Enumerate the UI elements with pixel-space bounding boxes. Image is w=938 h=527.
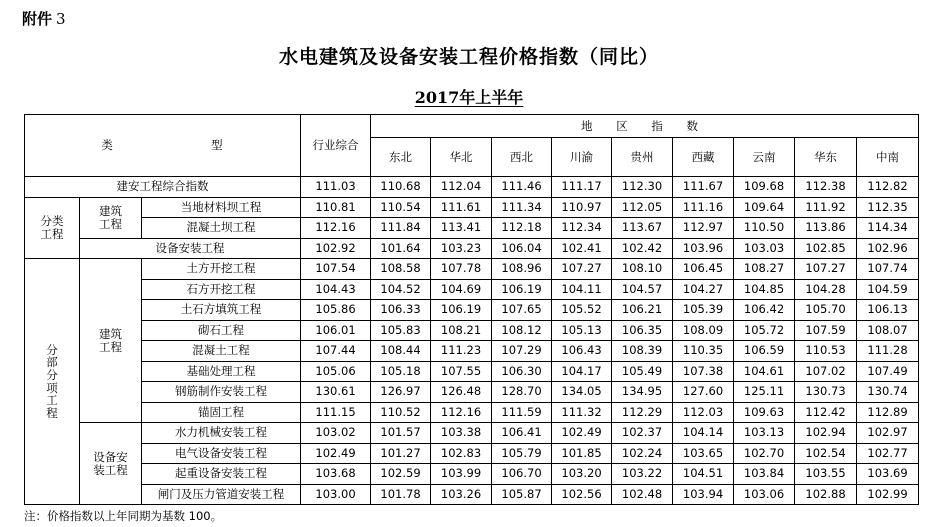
region-value: 104.51 [673,464,734,485]
table-row [25,382,919,403]
type-header [25,115,301,177]
table-row [25,464,919,485]
region-value: 104.85 [734,279,795,300]
region-value: 109.64 [734,197,795,218]
industry-value: 107.44 [301,341,371,362]
region-value: 106.30 [492,361,552,382]
region-value: 127.60 [673,382,734,403]
region-value: 108.10 [612,259,673,280]
region-value: 111.67 [673,177,734,198]
region-value: 110.97 [552,197,612,218]
industry-value: 105.06 [301,361,371,382]
industry-value: 103.02 [301,423,371,444]
subtitle-text: 2017年上半年 [414,88,524,107]
table-row [25,238,919,259]
region-value: 107.78 [431,259,492,280]
region-value: 113.41 [431,218,492,239]
region-value: 130.73 [795,382,857,403]
region-value: 111.28 [857,341,919,362]
region-value: 111.17 [552,177,612,198]
region-value: 102.96 [857,238,919,259]
group-label: 分 部 分 项 工 程 [25,259,80,505]
region-value: 103.26 [431,484,492,505]
region-value: 112.34 [552,218,612,239]
region-value: 103.38 [431,423,492,444]
region-value: 107.27 [795,259,857,280]
industry-header: 行业综合 [301,115,371,177]
region-value: 105.49 [612,361,673,382]
region-value: 103.84 [734,464,795,485]
region-value: 107.65 [492,300,552,321]
region-value: 103.94 [673,484,734,505]
industry-value: 105.86 [301,300,371,321]
region-value: 112.30 [612,177,673,198]
region-value: 102.83 [431,443,492,464]
group-label: 建筑 工程 [80,197,142,238]
region-value: 102.41 [552,238,612,259]
item-name: 闸门及压力管道安装工程 [142,484,301,505]
industry-value: 102.49 [301,443,371,464]
region-value: 106.70 [492,464,552,485]
region-value: 107.59 [795,320,857,341]
region-value: 102.99 [857,484,919,505]
region-value: 101.85 [552,443,612,464]
item-name: 当地材料坝工程 [142,197,301,218]
region-value: 102.54 [795,443,857,464]
region-value: 102.77 [857,443,919,464]
region-value: 104.27 [673,279,734,300]
region-value: 112.18 [492,218,552,239]
type-header-1: 类 [101,138,114,153]
regional-index-header [371,115,919,138]
region-value: 104.17 [552,361,612,382]
item-name: 起重设备安装工程 [142,464,301,485]
industry-value: 103.68 [301,464,371,485]
region-header: 华北 [431,138,492,177]
region-value: 105.79 [492,443,552,464]
region-value: 112.03 [673,402,734,423]
region-value: 108.07 [857,320,919,341]
region-value: 107.49 [857,361,919,382]
region-value: 130.74 [857,382,919,403]
region-value: 108.44 [371,341,431,362]
region-value: 102.59 [371,464,431,485]
region-value: 112.05 [612,197,673,218]
table-row [25,197,919,218]
attachment-number: 3 [56,10,66,28]
region-value: 105.83 [371,320,431,341]
region-value: 103.13 [734,423,795,444]
region-value: 105.39 [673,300,734,321]
page-title: 水电建筑及设备安装工程价格指数（同比） [278,46,659,68]
region-value: 102.97 [857,423,919,444]
industry-value: 111.03 [301,177,371,198]
region-value: 103.55 [795,464,857,485]
region-value: 110.52 [371,402,431,423]
region-value: 125.11 [734,382,795,403]
region-value: 107.55 [431,361,492,382]
region-value: 126.48 [431,382,492,403]
item-name: 电气设备安装工程 [142,443,301,464]
region-value: 103.99 [431,464,492,485]
table-row [25,177,919,198]
region-value: 106.35 [612,320,673,341]
region-value: 105.52 [552,300,612,321]
region-value: 107.29 [492,341,552,362]
region-value: 106.59 [734,341,795,362]
region-value: 112.29 [612,402,673,423]
region-value: 112.89 [857,402,919,423]
table-row [25,361,919,382]
item-name: 基础处理工程 [142,361,301,382]
table-row [25,300,919,321]
item-name: 石方开挖工程 [142,279,301,300]
region-header: 西藏 [673,138,734,177]
region-value: 107.27 [552,259,612,280]
table-row [25,279,919,300]
region-value: 103.20 [552,464,612,485]
region-value: 110.54 [371,197,431,218]
region-header: 川渝 [552,138,612,177]
region-value: 108.09 [673,320,734,341]
region-value: 109.68 [734,177,795,198]
region-value: 106.42 [734,300,795,321]
region-value: 108.58 [371,259,431,280]
industry-value: 130.61 [301,382,371,403]
table-row [25,402,919,423]
region-header: 云南 [734,138,795,177]
region-value: 105.87 [492,484,552,505]
region-value: 102.56 [552,484,612,505]
region-value: 102.48 [612,484,673,505]
industry-value: 102.92 [301,238,371,259]
region-value: 106.21 [612,300,673,321]
industry-value: 103.00 [301,484,371,505]
attachment-text: 附件 [22,10,53,28]
price-index-table [24,114,919,505]
region-value: 110.35 [673,341,734,362]
region-value: 101.78 [371,484,431,505]
region-value: 108.96 [492,259,552,280]
region-value: 113.86 [795,218,857,239]
region-value: 111.92 [795,197,857,218]
table-row [25,320,919,341]
region-value: 111.23 [431,341,492,362]
region-value: 102.49 [552,423,612,444]
region-value: 102.85 [795,238,857,259]
regional-index-label: 地 区 指 数 [581,118,709,133]
region-value: 128.70 [492,382,552,403]
region-value: 105.18 [371,361,431,382]
region-value: 107.02 [795,361,857,382]
region-value: 102.24 [612,443,673,464]
region-header: 中南 [857,138,919,177]
industry-value: 107.54 [301,259,371,280]
industry-value: 110.81 [301,197,371,218]
region-value: 111.84 [371,218,431,239]
region-value: 112.16 [431,402,492,423]
region-value: 103.06 [734,484,795,505]
item-name: 土方开挖工程 [142,259,301,280]
region-value: 111.16 [673,197,734,218]
attachment-label [22,8,66,29]
region-value: 105.72 [734,320,795,341]
region-value: 103.03 [734,238,795,259]
industry-value: 104.43 [301,279,371,300]
region-value: 112.42 [795,402,857,423]
footnote: 注：价格指数以上年同期为基数 100。 [24,509,223,523]
region-value: 111.59 [492,402,552,423]
region-value: 111.61 [431,197,492,218]
region-value: 102.88 [795,484,857,505]
item-name: 钢筋制作安装工程 [142,382,301,403]
region-value: 104.52 [371,279,431,300]
region-header: 贵州 [612,138,673,177]
item-name: 砌石工程 [142,320,301,341]
industry-value: 111.15 [301,402,371,423]
region-value: 103.65 [673,443,734,464]
region-value: 106.19 [492,279,552,300]
region-value: 112.82 [857,177,919,198]
item-name: 建安工程综合指数 [25,177,301,198]
type-header-2: 型 [211,138,224,153]
region-value: 104.57 [612,279,673,300]
page-subtitle [0,85,938,108]
table-row [25,341,919,362]
region-value: 106.13 [857,300,919,321]
item-name: 水力机械安装工程 [142,423,301,444]
item-name: 设备安装工程 [80,238,301,259]
table-row [25,443,919,464]
group-label: 分类 工程 [25,197,80,259]
region-value: 110.68 [371,177,431,198]
region-value: 103.96 [673,238,734,259]
region-value: 103.22 [612,464,673,485]
region-value: 108.27 [734,259,795,280]
region-value: 113.67 [612,218,673,239]
region-value: 106.19 [431,300,492,321]
region-value: 114.34 [857,218,919,239]
region-value: 106.04 [492,238,552,259]
region-value: 111.32 [552,402,612,423]
region-value: 134.05 [552,382,612,403]
region-value: 101.57 [371,423,431,444]
item-name: 锚固工程 [142,402,301,423]
region-value: 103.23 [431,238,492,259]
region-value: 112.04 [431,177,492,198]
region-value: 110.50 [734,218,795,239]
region-value: 108.21 [431,320,492,341]
table-row [25,423,919,444]
region-value: 104.61 [734,361,795,382]
region-value: 103.69 [857,464,919,485]
region-value: 126.97 [371,382,431,403]
region-value: 106.43 [552,341,612,362]
region-value: 104.28 [795,279,857,300]
region-value: 104.69 [431,279,492,300]
region-value: 104.11 [552,279,612,300]
region-value: 101.27 [371,443,431,464]
table-row [25,259,919,280]
region-value: 109.63 [734,402,795,423]
group-label: 建筑 工程 [80,259,142,423]
region-value: 102.70 [734,443,795,464]
region-value: 102.42 [612,238,673,259]
region-value: 106.41 [492,423,552,444]
region-value: 102.37 [612,423,673,444]
region-value: 134.95 [612,382,673,403]
region-header: 东北 [371,138,431,177]
region-header: 西北 [492,138,552,177]
item-name: 混凝土坝工程 [142,218,301,239]
region-value: 107.74 [857,259,919,280]
region-value: 104.59 [857,279,919,300]
region-value: 108.12 [492,320,552,341]
table-row [25,218,919,239]
region-value: 112.35 [857,197,919,218]
item-name: 混凝土工程 [142,341,301,362]
region-value: 112.38 [795,177,857,198]
industry-value: 106.01 [301,320,371,341]
region-value: 102.94 [795,423,857,444]
industry-value: 112.16 [301,218,371,239]
region-value: 105.13 [552,320,612,341]
region-value: 111.34 [492,197,552,218]
region-value: 107.38 [673,361,734,382]
region-value: 106.33 [371,300,431,321]
table-row [25,484,919,505]
region-value: 110.53 [795,341,857,362]
region-value: 101.64 [371,238,431,259]
region-value: 105.70 [795,300,857,321]
region-value: 112.97 [673,218,734,239]
region-value: 108.39 [612,341,673,362]
region-value: 104.14 [673,423,734,444]
item-name: 土石方填筑工程 [142,300,301,321]
region-value: 106.45 [673,259,734,280]
group-label: 设备安 装工程 [80,423,142,505]
region-header: 华东 [795,138,857,177]
region-value: 111.46 [492,177,552,198]
